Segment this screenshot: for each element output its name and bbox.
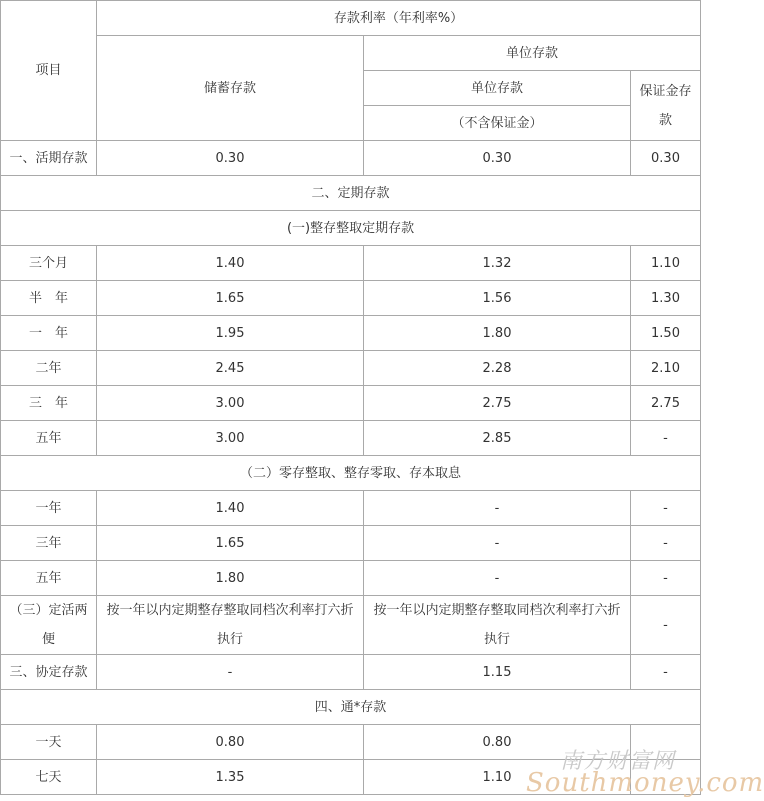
- table-row: [1, 491, 701, 526]
- margin-rate: 1.30: [631, 281, 701, 316]
- header-margin-deposit: 保证金存款: [631, 71, 701, 141]
- row-label: 一天: [1, 725, 97, 760]
- section-subtitle: （二）零存整取、整存零取、存本取息: [1, 456, 701, 491]
- unit-rate: -: [364, 526, 631, 561]
- table-row: [1, 421, 701, 456]
- table-row: [1, 725, 701, 760]
- table-row: [1, 760, 701, 795]
- savings-rate: 1.35: [97, 760, 364, 795]
- table-row: [1, 316, 701, 351]
- row-label: 三年: [1, 526, 97, 561]
- table-row: [1, 281, 701, 316]
- margin-rate: -: [631, 596, 701, 655]
- header-unit-deposit: 单位存款: [364, 71, 631, 106]
- unit-rate: 1.56: [364, 281, 631, 316]
- savings-rate: 1.40: [97, 246, 364, 281]
- savings-rate: 0.80: [97, 725, 364, 760]
- margin-rate: 1.10: [631, 246, 701, 281]
- header-unit-deposit-note: （不含保证金）: [364, 106, 631, 141]
- unit-rate: 0.30: [364, 141, 631, 176]
- margin-rate: [631, 760, 701, 795]
- unit-rate: 1.80: [364, 316, 631, 351]
- section-title: 二、定期存款: [1, 176, 701, 211]
- unit-rate: -: [364, 561, 631, 596]
- header-unit-deposit-group: 单位存款: [364, 36, 701, 71]
- section-subtitle: (一)整存整取定期存款: [1, 211, 701, 246]
- table-row: [1, 351, 701, 386]
- watermark-cn: 南方财富网: [560, 749, 676, 774]
- table-row: [1, 655, 701, 690]
- savings-rate: 2.45: [97, 351, 364, 386]
- header-rate-title: 存款利率（年利率%）: [97, 1, 701, 36]
- savings-rate: 1.65: [97, 526, 364, 561]
- unit-rate: 2.28: [364, 351, 631, 386]
- row-label: 半 年: [1, 281, 97, 316]
- margin-rate: 0.30: [631, 141, 701, 176]
- row-label: 七天: [1, 760, 97, 795]
- row-label: 三 年: [1, 386, 97, 421]
- table-row: [1, 596, 701, 655]
- unit-rate: 1.15: [364, 655, 631, 690]
- row-label: 二年: [1, 351, 97, 386]
- savings-rate: 1.80: [97, 561, 364, 596]
- savings-rate: 1.40: [97, 491, 364, 526]
- margin-rate: -: [631, 655, 701, 690]
- row-label: 一 年: [1, 316, 97, 351]
- row-label: 三、协定存款: [1, 655, 97, 690]
- margin-rate: 2.10: [631, 351, 701, 386]
- margin-rate: -: [631, 491, 701, 526]
- unit-rate: 2.75: [364, 386, 631, 421]
- unit-rate: 1.10: [364, 760, 631, 795]
- savings-rate: 1.95: [97, 316, 364, 351]
- unit-rate: -: [364, 491, 631, 526]
- table-row: [1, 246, 701, 281]
- savings-rate: 按一年以内定期整存整取同档次利率打六折执行: [97, 596, 364, 655]
- table-row: [1, 141, 701, 176]
- header-item: 项目: [1, 1, 97, 141]
- unit-rate: 2.85: [364, 421, 631, 456]
- section-title: 四、通*存款: [1, 690, 701, 725]
- savings-rate: 1.65: [97, 281, 364, 316]
- row-label: （三）定活两便: [1, 596, 97, 655]
- row-label: 五年: [1, 421, 97, 456]
- savings-rate: 0.30: [97, 141, 364, 176]
- margin-rate: -: [631, 526, 701, 561]
- row-label: 一、活期存款: [1, 141, 97, 176]
- row-label: 三个月: [1, 246, 97, 281]
- table-row: [1, 526, 701, 561]
- row-label: 五年: [1, 561, 97, 596]
- table-row: [1, 386, 701, 421]
- savings-rate: -: [97, 655, 364, 690]
- margin-rate: 2.75: [631, 386, 701, 421]
- unit-rate: 0.80: [364, 725, 631, 760]
- unit-rate: 按一年以内定期整存整取同档次利率打六折执行: [364, 596, 631, 655]
- unit-rate: 1.32: [364, 246, 631, 281]
- watermark-en: Southmoney.com: [526, 768, 764, 798]
- margin-rate: -: [631, 421, 701, 456]
- row-label: 一年: [1, 491, 97, 526]
- table-row: [1, 561, 701, 596]
- margin-rate: [631, 725, 701, 760]
- margin-rate: -: [631, 561, 701, 596]
- savings-rate: 3.00: [97, 386, 364, 421]
- savings-rate: 3.00: [97, 421, 364, 456]
- header-savings: 储蓄存款: [97, 36, 364, 141]
- margin-rate: 1.50: [631, 316, 701, 351]
